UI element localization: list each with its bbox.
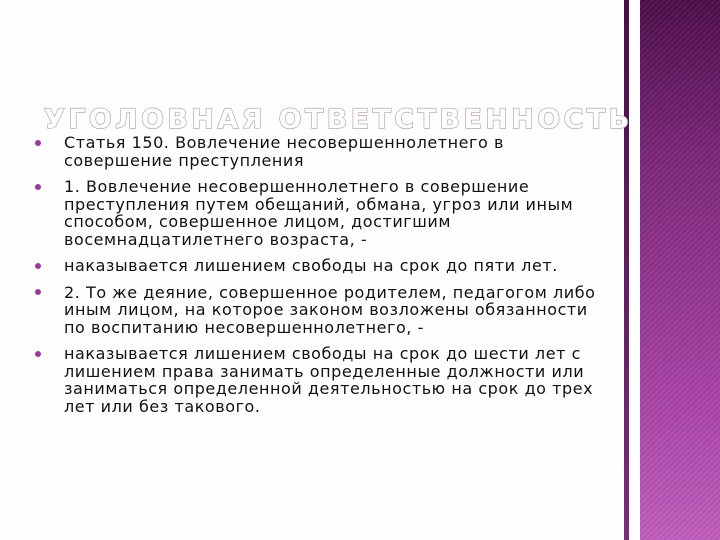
bullet-dot-icon bbox=[31, 178, 45, 195]
list-item bbox=[28, 178, 608, 248]
bullet-text: 1. Вовлечение несовершеннолетнего в совершение преступления путем обещаний, обмана, угроз или иным способом, совершенное лицом, достигшим восемнадцатилетнего возраста, - bbox=[64, 177, 574, 249]
slide-title-graphic bbox=[44, 94, 633, 138]
decor-stripe-wide bbox=[640, 0, 720, 540]
bullet-dot-icon bbox=[31, 134, 45, 151]
bullet-text: Статья 150. Вовлечение несовершеннолетнего в совершение преступления bbox=[64, 133, 504, 170]
bullet-text: наказывается лишением свободы на срок до шести лет с лишением права занимать определенные должности или заниматься определенной деятельностью на срок до трех лет или без такового. bbox=[64, 344, 594, 416]
list-item bbox=[28, 134, 608, 169]
decor-stripe-gap bbox=[629, 0, 640, 540]
slide-title bbox=[44, 94, 633, 138]
list-item bbox=[28, 257, 608, 275]
bullet-dot-icon bbox=[31, 284, 45, 301]
bullet-text: 2. То же деяние, совершенное родителем, педагогом либо иным лицом, на которое законом возложены обязанности по воспитанию несовершеннолетнего, - bbox=[64, 282, 596, 337]
bullet-dot-icon bbox=[31, 257, 45, 274]
list-item bbox=[28, 345, 608, 415]
bullet-list bbox=[28, 134, 608, 424]
bullet-dot-icon bbox=[31, 345, 45, 362]
bullet-text: наказывается лишением свободы на срок до пяти лет. bbox=[64, 256, 558, 275]
list-item bbox=[28, 284, 608, 337]
slide-title-text: УГОЛОВНАЯ ОТВЕТСТВЕННОСТЬ bbox=[44, 104, 633, 135]
